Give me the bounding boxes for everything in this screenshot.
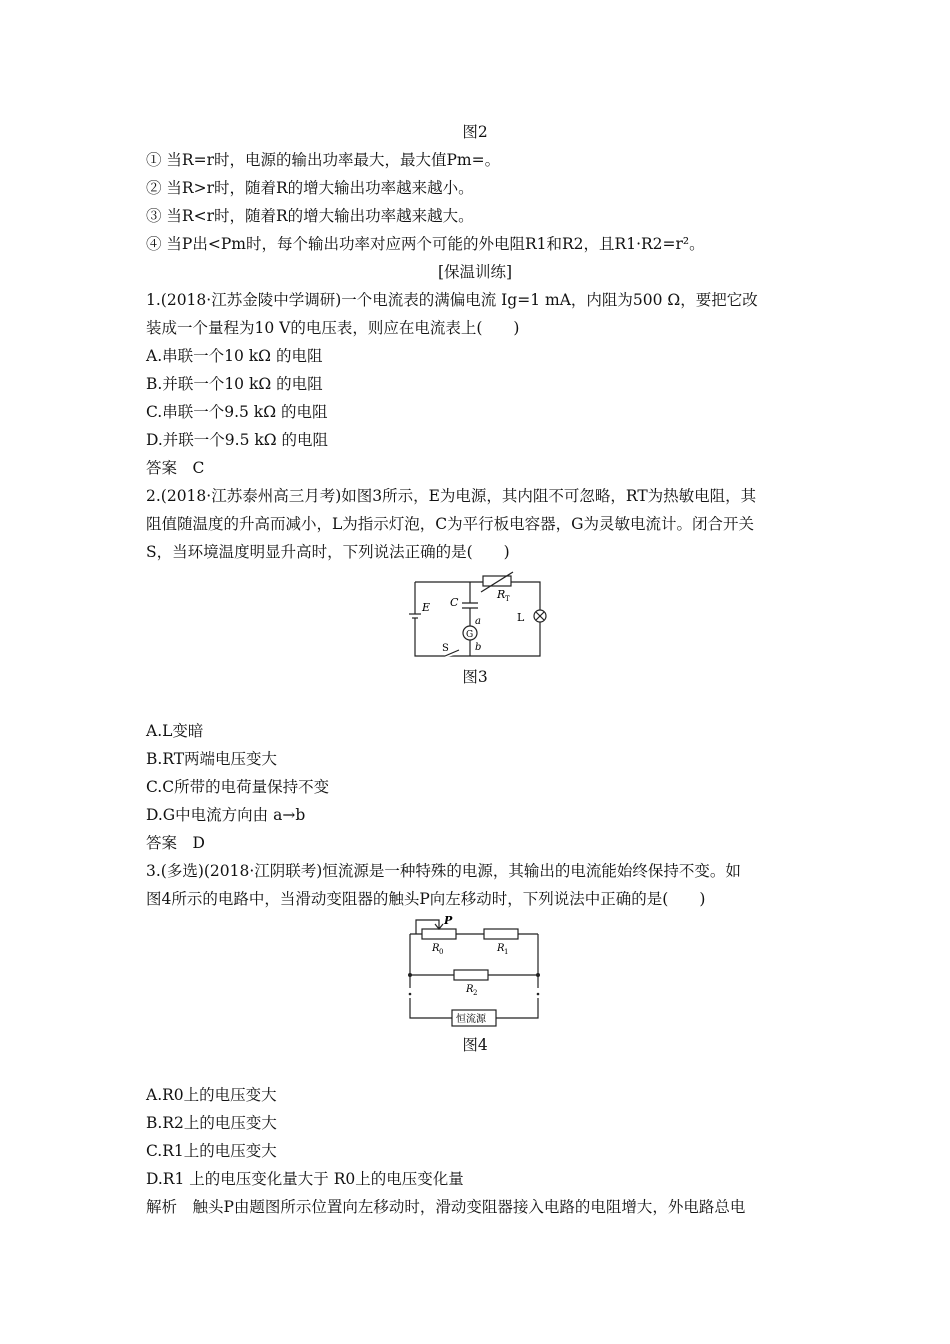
q2-stem-line3: S，当环境温度明显升高时，下列说法正确的是( ) bbox=[146, 543, 510, 561]
q1-option-d: D.并联一个9.5 kΩ 的电阻 bbox=[146, 431, 329, 449]
fig3-label-a: a bbox=[475, 616, 481, 627]
fig3-label-c: C bbox=[450, 596, 459, 609]
q2-stem-line1: 2.(2018·江苏泰州高三月考)如图3所示，E为电源，其内阻不可忽略，RT为热敏电阻，其 bbox=[146, 487, 757, 505]
fig3-label-l: L bbox=[517, 611, 525, 624]
fig4-label-r1-sub: 1 bbox=[504, 948, 509, 956]
q1-option-a: A.串联一个10 kΩ 的电阻 bbox=[146, 347, 323, 365]
fig4-label-r2: R bbox=[466, 984, 474, 995]
item-4: ④ 当P出<Pm时，每个输出功率对应两个可能的外电阻R1和R2，且R1·R2=r²。 bbox=[146, 235, 705, 253]
q3-option-a: A.R0上的电压变大 bbox=[146, 1086, 277, 1104]
fig4-label-p: P bbox=[444, 914, 453, 927]
fig4-label-r1: R bbox=[497, 943, 505, 954]
q3-option-b: B.R2上的电压变大 bbox=[146, 1114, 277, 1132]
fig4-label-r0-sub: 0 bbox=[439, 948, 444, 956]
q2-option-a: A.L变暗 bbox=[146, 722, 204, 740]
q2-option-b: B.RT两端电压变大 bbox=[146, 750, 278, 768]
fig3-label-g: G bbox=[466, 630, 474, 640]
q2-answer: 答案 D bbox=[146, 834, 205, 852]
figure-4-caption: 图4 bbox=[462, 1036, 488, 1054]
analysis-text: 解析 触头P由题图所示位置向左移动时，滑动变阻器接入电路的电阻增大，外电路总电 bbox=[146, 1198, 746, 1216]
q3-stem-line1: 3.(多选)(2018·江阴联考)恒流源是一种特殊的电源，其输出的电流能始终保持不变。如 bbox=[146, 862, 741, 880]
item-3: ③ 当R<r时，随着R的增大输出功率越来越大。 bbox=[146, 207, 474, 225]
figure-2-caption: 图2 bbox=[462, 123, 488, 141]
fig4-source-label: 恒流源 bbox=[456, 1014, 486, 1025]
item-1: ① 当R=r时，电源的输出功率最大，最大值Pm=。 bbox=[146, 151, 501, 169]
section-title: [保温训练] bbox=[437, 263, 513, 281]
item-2: ② 当R>r时，随着R的增大输出功率越来越小。 bbox=[146, 179, 474, 197]
q1-stem-line2: 装成一个量程为10 V的电压表，则应在电流表上( ) bbox=[146, 319, 520, 337]
q2-option-c: C.C所带的电荷量保持不变 bbox=[146, 778, 330, 796]
fig3-label-b: b bbox=[475, 642, 482, 653]
q1-answer: 答案 C bbox=[146, 459, 205, 477]
q3-option-d: D.R1 上的电压变化量大于 R0上的电压变化量 bbox=[146, 1170, 464, 1188]
fig4-label-r2-sub: 2 bbox=[473, 989, 478, 997]
q1-option-b: B.并联一个10 kΩ 的电阻 bbox=[146, 375, 323, 393]
q2-option-d: D.G中电流方向由 a→b bbox=[146, 806, 306, 824]
q1-stem-line1: 1.(2018·江苏金陵中学调研)一个电流表的满偏电流 Ig=1 mA，内阻为500 Ω，要把它改 bbox=[146, 291, 758, 309]
figure-4-circuit bbox=[404, 914, 544, 1030]
q1-option-c: C.串联一个9.5 kΩ 的电阻 bbox=[146, 403, 328, 421]
fig3-label-e: E bbox=[422, 601, 431, 614]
q3-stem-line2: 图4所示的电路中，当滑动变阻器的触头P向左移动时，下列说法中正确的是( ) bbox=[146, 890, 706, 908]
fig3-label-rt-sub: T bbox=[505, 595, 510, 603]
fig3-label-rt: R bbox=[497, 588, 506, 601]
figure-3-circuit bbox=[405, 570, 555, 662]
fig4-label-r0: R bbox=[432, 943, 440, 954]
figure-3-caption: 图3 bbox=[462, 668, 488, 686]
fig3-label-s: S bbox=[442, 643, 449, 654]
q2-stem-line2: 阻值随温度的升高而减小，L为指示灯泡，C为平行板电容器，G为灵敏电流计。闭合开关 bbox=[146, 515, 755, 533]
q3-option-c: C.R1上的电压变大 bbox=[146, 1142, 277, 1160]
